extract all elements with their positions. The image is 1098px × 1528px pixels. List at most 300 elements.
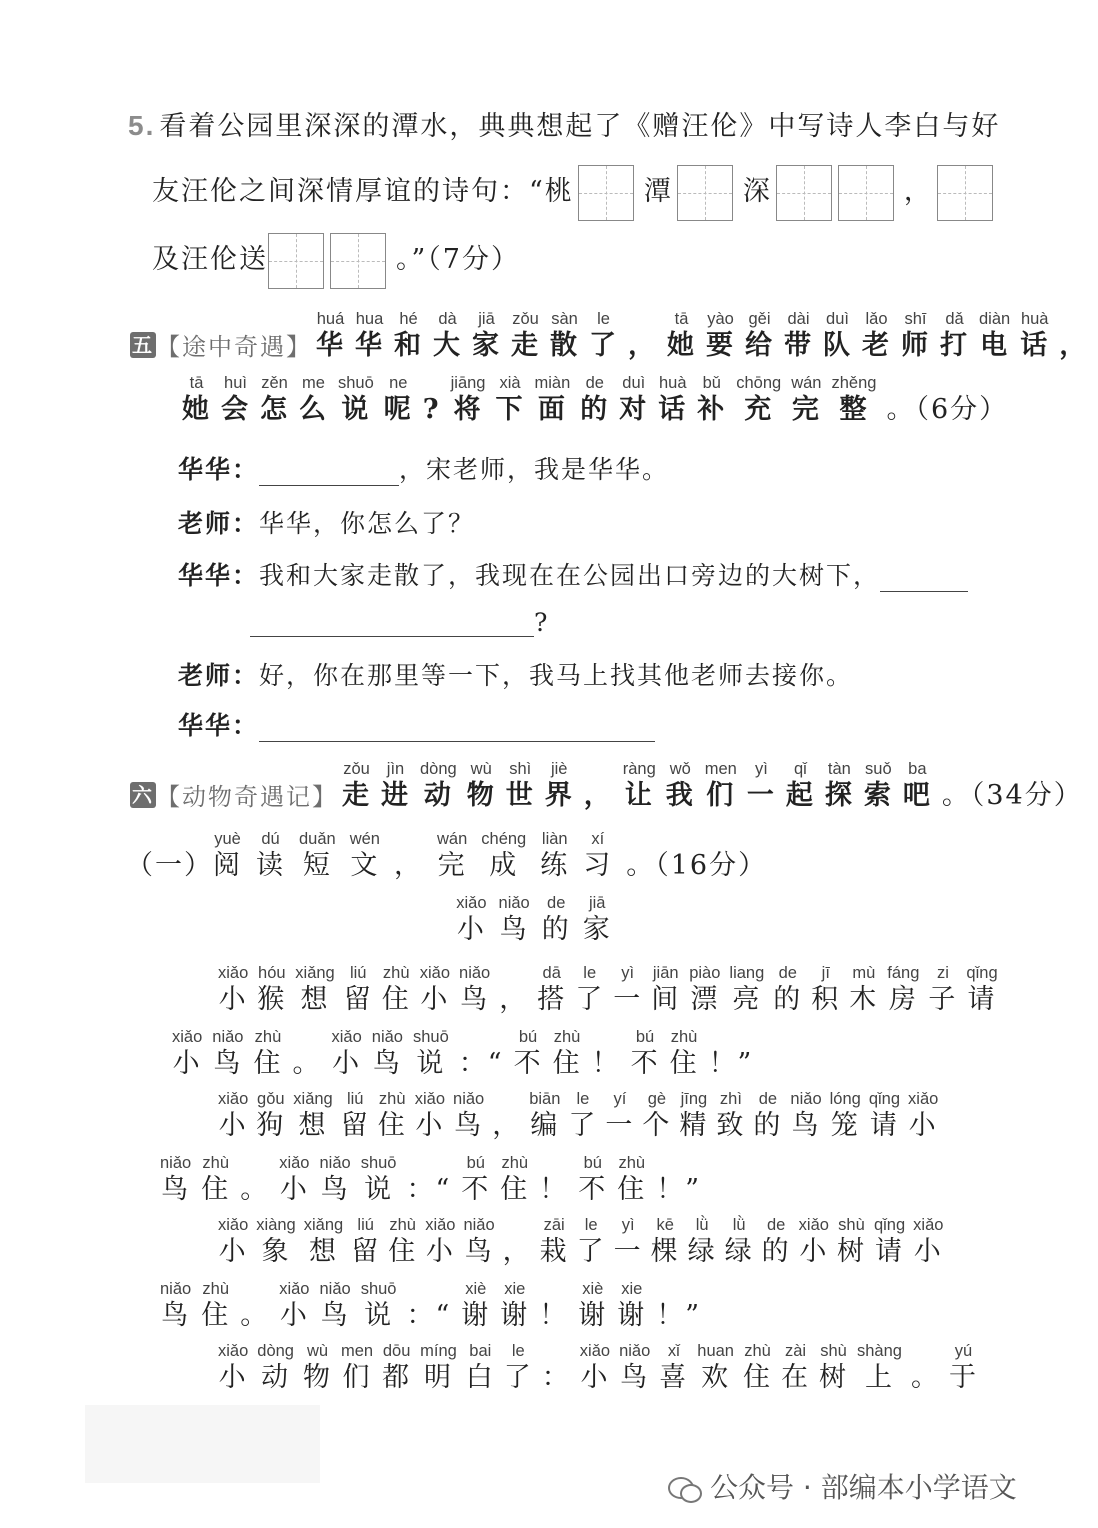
hanzi: 小 (420, 984, 450, 1015)
hanzi: 物 (303, 1362, 332, 1393)
hanzi: 了 (503, 1362, 533, 1393)
pinyin-label: xiǎo (279, 1280, 310, 1298)
hanzi: 话 (658, 394, 688, 425)
answer-cell[interactable] (268, 233, 324, 289)
answer-cell[interactable] (937, 165, 993, 221)
pinyin-char (743, 1340, 772, 1394)
hanzi: 练 (540, 850, 570, 881)
pinyin-char (706, 308, 735, 362)
pinyin-label: hóu (258, 964, 286, 982)
pinyin-label: yú (954, 1342, 973, 1360)
pinyin-char (361, 1152, 397, 1206)
pinyin-label: liàn (541, 830, 568, 848)
pinyin-text (182, 374, 886, 426)
pinyin-label: xiǎo (218, 1216, 249, 1234)
pinyin-label: biān (529, 1090, 561, 1108)
pinyin-label: liú (357, 1216, 374, 1234)
pinyin-label: niǎo (619, 1342, 651, 1360)
hanzi: 于 (948, 1362, 978, 1393)
pinyin-char (857, 1340, 902, 1394)
pinyin-label: wù (470, 760, 492, 778)
answer-box-group[interactable] (268, 233, 392, 289)
pinyin-char (453, 1088, 484, 1142)
pinyin-label: wán (437, 830, 468, 848)
hanzi: 鸟 (161, 1300, 191, 1331)
hanzi: 小 (415, 1110, 445, 1141)
pinyin-char (529, 1088, 560, 1142)
hanzi: 么 (299, 394, 328, 425)
hanzi: 对 (619, 394, 649, 425)
pinyin-char (613, 962, 642, 1016)
hanzi: 怎 (260, 394, 289, 425)
pinyin-label: bú (635, 1028, 655, 1046)
pinyin-char (514, 1026, 543, 1080)
pinyin-char (911, 1340, 940, 1394)
pinyin-label: xǐ (667, 1342, 680, 1360)
pinyin-label: huì (224, 374, 247, 392)
pinyin-label: huá (316, 310, 345, 328)
pinyin-char (578, 1278, 607, 1332)
pinyin-label (406, 1278, 451, 1300)
pinyin-char (1059, 308, 1088, 362)
pinyin-char (256, 1214, 295, 1268)
hanzi: 短 (302, 850, 332, 881)
hanzi: 住 (743, 1362, 772, 1393)
hanzi: ， (583, 780, 613, 811)
hanzi: 大 (433, 330, 462, 361)
pinyin-label: niǎo (319, 1280, 351, 1298)
hanzi: 绿 (724, 1236, 754, 1267)
pinyin-char (697, 372, 726, 426)
q5-line3: 及汪伦送 。”（7分） (152, 228, 520, 292)
section-title: 【途中奇遇】 (156, 333, 312, 361)
pinyin-char (550, 308, 579, 362)
pinyin-label: jiā (588, 894, 606, 912)
pinyin-char (299, 828, 336, 882)
pinyin-label: ràng (622, 760, 656, 778)
pinyin-char (463, 1214, 494, 1268)
pinyin-label: de (758, 1090, 778, 1108)
hanzi: 老 (862, 330, 891, 361)
pinyin-char (292, 1026, 321, 1080)
pinyin-char (762, 1214, 791, 1268)
pinyin-char (218, 1088, 248, 1142)
answer-cell[interactable] (776, 165, 832, 221)
hanzi: 绿 (687, 1236, 717, 1267)
pinyin-char (423, 372, 441, 426)
pinyin-label: lǜ (732, 1216, 746, 1234)
hanzi: ， (502, 1236, 532, 1267)
hanzi: 小 (908, 1110, 938, 1141)
hanzi: 。 (240, 1300, 270, 1331)
pinyin-char (293, 1088, 332, 1142)
pinyin-char (619, 372, 648, 426)
pinyin-label: zǒu (343, 760, 370, 778)
pinyin-char (825, 758, 854, 812)
hanzi: 的 (773, 984, 803, 1015)
hanzi: 她 (182, 394, 211, 425)
pinyin-label: gè (647, 1090, 667, 1108)
pinyin-char (279, 1278, 309, 1332)
pinyin-char (253, 1026, 282, 1080)
pinyin-char (304, 1214, 343, 1268)
pinyin-char (537, 962, 566, 1016)
pinyin-char (819, 1340, 848, 1394)
pinyin-label: jiān (652, 964, 679, 982)
pinyin-label: xiǎo (419, 964, 451, 982)
pinyin-char (534, 372, 570, 426)
hanzi: 漂 (690, 984, 720, 1015)
pinyin-label (459, 1026, 504, 1048)
pinyin-label: yuè (214, 830, 241, 848)
pinyin-label: liang (729, 964, 765, 982)
pinyin-char (355, 308, 384, 362)
pinyin-char (303, 1340, 332, 1394)
section6-subheading: （一） yuè 阅 dú 读 duǎn 短 wén 文 ， wán 完 chéng 成 liàn 练 xí 习 。（16分） (126, 830, 768, 881)
pinyin-label: bai (469, 1342, 492, 1360)
pinyin-char (381, 758, 410, 812)
pinyin-char (406, 1152, 451, 1206)
question-number: 5. (128, 110, 156, 141)
pinyin-label: qǐng (873, 1216, 906, 1234)
hanzi: 搭 (537, 984, 567, 1015)
pinyin-label: yì (621, 964, 635, 982)
pinyin-label: xiǎo (798, 1216, 829, 1234)
pinyin-label: chéng (481, 830, 527, 848)
hanzi: 华 (355, 330, 384, 361)
pinyin-char (705, 758, 737, 812)
pinyin-label: xiǎng (303, 1216, 344, 1234)
pinyin-label (656, 1278, 701, 1300)
pinyin-char (542, 892, 571, 946)
pinyin-char (979, 308, 1010, 362)
hanzi: 房 (888, 984, 918, 1015)
pinyin-char (481, 828, 526, 882)
hanzi: 喜 (659, 1362, 689, 1393)
pinyin-label: men (341, 1342, 374, 1360)
pinyin-label: zi (936, 964, 949, 982)
pinyin-label: lǎo (865, 310, 888, 328)
pinyin-char (172, 1026, 202, 1080)
pinyin-label (539, 1278, 568, 1300)
hanzi: 住 (500, 1174, 530, 1205)
pinyin-label: hé (399, 310, 418, 328)
pinyin-char (667, 308, 696, 362)
pinyin-label: shuō (412, 1028, 449, 1046)
hanzi: 鸟 (320, 1174, 350, 1205)
pinyin-char (459, 962, 490, 1016)
pinyin-char (697, 1340, 734, 1394)
pinyin-char (201, 1152, 230, 1206)
pinyin-char (874, 1214, 905, 1268)
hanzi: 鸟 (320, 1300, 350, 1331)
pinyin-label: duǎn (299, 830, 336, 848)
pinyin-char (338, 372, 374, 426)
pinyin-label: liú (346, 1090, 364, 1108)
pinyin-label: men (704, 760, 737, 778)
passage-line (218, 1340, 987, 1394)
hanzi: 了 (589, 330, 618, 361)
hanzi: 。 (292, 1048, 322, 1079)
hanzi: 小 (172, 1048, 202, 1079)
pinyin-char (575, 962, 604, 1016)
pinyin-char (182, 372, 211, 426)
pinyin-label: ne (389, 374, 408, 392)
pinyin-label (292, 1026, 321, 1048)
hanzi: 。 (910, 1362, 940, 1393)
pinyin-char (160, 1278, 191, 1332)
hanzi: ！” (656, 1174, 702, 1205)
hanzi: 一 (613, 984, 643, 1015)
answer-blank[interactable] (259, 719, 655, 742)
hanzi: ！ (591, 1048, 621, 1079)
pinyin-char (553, 1026, 582, 1080)
hanzi: 一 (613, 1236, 643, 1267)
pinyin-char (472, 308, 501, 362)
pinyin-label (503, 1214, 532, 1236)
answer-blank[interactable] (880, 569, 968, 592)
pinyin-label: niǎo (160, 1280, 192, 1298)
hanzi: 下 (495, 394, 525, 425)
hanzi: 动 (261, 1362, 291, 1393)
hanzi: 世 (505, 780, 535, 811)
hanzi: 不 (578, 1174, 608, 1205)
pinyin-char (467, 758, 496, 812)
pinyin-label: le (597, 310, 610, 328)
hanzi: 请 (869, 1110, 899, 1141)
pinyin-char (382, 962, 411, 1016)
answer-cell[interactable] (838, 165, 894, 221)
pinyin-label: zhù (202, 1280, 229, 1298)
pinyin-char (811, 962, 840, 1016)
hanzi: 一 (605, 1110, 635, 1141)
pinyin-char (688, 1214, 717, 1268)
pinyin-label: shuō (360, 1154, 397, 1172)
pinyin-char (279, 1152, 309, 1206)
hanzi: 鸟 (791, 1110, 821, 1141)
hanzi: 住 (381, 984, 411, 1015)
pinyin-label: xiǎo (218, 1090, 249, 1108)
pinyin-char (461, 1278, 490, 1332)
pinyin-char (331, 1026, 361, 1080)
pinyin-label: dòng (420, 760, 457, 778)
pinyin-label: yào (707, 310, 734, 328)
pinyin-char (540, 1214, 569, 1268)
hanzi: 小 (799, 1236, 829, 1267)
answer-box-group[interactable] (776, 165, 900, 221)
pinyin-char (966, 962, 997, 1016)
pinyin-label: wán (791, 374, 822, 392)
faded-area (85, 1405, 320, 1483)
hanzi: 请 (967, 984, 997, 1015)
pinyin-label: zhì (719, 1090, 742, 1108)
dialog-line: 老师：好，你在那里等一下，我马上找其他老师去接你。 (178, 661, 854, 690)
hanzi: 的 (753, 1110, 783, 1141)
pinyin-label: lóng (829, 1090, 861, 1108)
pinyin-char (837, 1214, 866, 1268)
hanzi: 不 (513, 1048, 543, 1079)
pinyin-label: yí (613, 1090, 627, 1108)
hanzi: 物 (466, 780, 496, 811)
pinyin-label: xiǎo (456, 894, 487, 912)
hanzi: 鸟 (161, 1174, 191, 1205)
pinyin-char (656, 1152, 701, 1206)
pinyin-char (511, 308, 540, 362)
pinyin-char (784, 308, 813, 362)
hanzi: ！ (539, 1300, 569, 1331)
hanzi: 间 (651, 984, 681, 1015)
pinyin-label: fáng (887, 964, 920, 982)
hanzi: 不 (630, 1048, 660, 1079)
pinyin-char (725, 1214, 754, 1268)
pinyin-label: kē (656, 1216, 674, 1234)
hanzi: 谢 (500, 1300, 530, 1331)
pinyin-label: zài (784, 1342, 807, 1360)
pinyin-label: jīng (680, 1090, 708, 1108)
pinyin-char (539, 1278, 568, 1332)
hanzi: 完 (791, 394, 821, 425)
pinyin-label: wù (306, 1342, 329, 1360)
hanzi: 住 (253, 1048, 283, 1079)
pinyin-char (592, 1026, 621, 1080)
hanzi: 习 (583, 850, 613, 881)
passage-line (172, 1026, 763, 1080)
answer-cell[interactable] (578, 165, 634, 221)
answer-box-group[interactable] (578, 165, 640, 221)
pinyin-char (716, 1088, 745, 1142)
pinyin-label: shù (838, 1216, 865, 1234)
pinyin-label: shàng (857, 1342, 902, 1360)
pinyin-label: jìn (386, 760, 405, 778)
hanzi: 鸟 (372, 1048, 402, 1079)
pinyin-char (456, 892, 486, 946)
hanzi: 小 (580, 1362, 610, 1393)
pinyin-char (578, 1152, 607, 1206)
dialog-line: 华华：我和大家走散了，我现在在公园出口旁边的大树下， (178, 556, 968, 592)
answer-cell[interactable] (677, 165, 733, 221)
pinyin-char (256, 828, 285, 882)
pinyin-label: yì (621, 1216, 635, 1234)
pinyin-char (466, 1340, 495, 1394)
pinyin-char (256, 1088, 285, 1142)
pinyin-label: xiàng (256, 1216, 296, 1234)
answer-blank[interactable] (259, 463, 399, 486)
hanzi: 完 (437, 850, 467, 881)
pinyin-label (592, 1026, 621, 1048)
pinyin-label: liú (349, 964, 367, 982)
pinyin-label: qǐ (793, 760, 807, 778)
answer-box-group[interactable] (937, 165, 999, 221)
pinyin-label: miàn (534, 374, 571, 392)
pinyin-label: shù (820, 1342, 847, 1360)
pinyin-label: zhù (553, 1028, 581, 1046)
pinyin-char (218, 1214, 248, 1268)
pinyin-label: zhù (378, 1090, 406, 1108)
pinyin-label (628, 308, 657, 330)
pinyin-label: dú (261, 830, 280, 848)
hanzi: ：“ (458, 1048, 504, 1079)
pinyin-label: dā (542, 964, 561, 982)
hanzi: 了 (576, 1236, 606, 1267)
q5-line2: 友汪伦之间深情厚谊的诗句：“桃 潭 深 ， (152, 160, 1003, 224)
pinyin-label: zhù (254, 1028, 282, 1046)
passage-line (218, 1214, 951, 1268)
pinyin-char (388, 1214, 417, 1268)
pinyin-char (832, 372, 877, 426)
pinyin-char (656, 1278, 701, 1332)
hanzi: 小 (913, 1236, 943, 1267)
hanzi: 要 (706, 330, 735, 361)
pinyin-label: shuō (360, 1280, 397, 1298)
hanzi: 让 (624, 780, 654, 811)
pinyin-label: niǎo (453, 1090, 485, 1108)
pinyin-char (584, 758, 613, 812)
hanzi: 小 (456, 914, 486, 945)
pinyin-label: zǒu (512, 310, 539, 328)
pinyin-label: jiā (478, 310, 495, 328)
hanzi: ：“ (406, 1174, 452, 1205)
pinyin-label: zhù (389, 1216, 416, 1234)
dialog-line: 华华： (178, 706, 655, 742)
pinyin-char (729, 962, 764, 1016)
hanzi: 猴 (257, 984, 287, 1015)
pinyin-label: tā (674, 310, 689, 328)
pinyin-label: xiǎo (218, 964, 249, 982)
pinyin-label: diàn (979, 310, 1011, 328)
pinyin-label: xiǎo (218, 1342, 249, 1360)
hanzi: 都 (382, 1362, 412, 1393)
pinyin-char (791, 372, 821, 426)
answer-cell[interactable] (330, 233, 386, 289)
pinyin-char (617, 1278, 646, 1332)
hanzi: 将 (453, 394, 483, 425)
pinyin-char (823, 308, 852, 362)
hanzi: 致 (716, 1110, 746, 1141)
hanzi: 队 (823, 330, 852, 361)
hanzi: 家 (472, 330, 501, 361)
hanzi: 的 (761, 1236, 791, 1267)
pinyin-label: niǎo (212, 1028, 244, 1046)
wechat-icon (668, 1475, 702, 1503)
answer-blank[interactable] (250, 614, 534, 637)
dialog-line: ? (250, 608, 549, 637)
hanzi: 小 (218, 1110, 248, 1141)
pinyin-label (911, 1340, 940, 1362)
answer-box-group[interactable] (677, 165, 739, 221)
pinyin-label: niǎo (498, 894, 530, 912)
pinyin-char (316, 308, 345, 362)
pinyin-label: de (778, 964, 797, 982)
pinyin-char (499, 892, 530, 946)
pinyin-label (709, 1026, 754, 1048)
pinyin-char (495, 372, 524, 426)
section-number-badge: 六 (132, 782, 154, 807)
pinyin-label: niǎo (160, 1154, 192, 1172)
hanzi: 进 (381, 780, 410, 811)
pinyin-char (420, 1340, 457, 1394)
hanzi: 充 (744, 394, 774, 425)
hanzi: 们 (342, 1362, 372, 1393)
pinyin-label: le (511, 1342, 525, 1360)
pinyin-char (1020, 308, 1049, 362)
hanzi: 鸟 (464, 1236, 494, 1267)
pinyin-label: zāi (543, 1216, 565, 1234)
pinyin-char (492, 1088, 521, 1142)
hanzi: 住 (201, 1300, 231, 1331)
hanzi: 不 (461, 1174, 491, 1205)
pinyin-char (666, 758, 695, 812)
hanzi: 鸟 (460, 984, 490, 1015)
